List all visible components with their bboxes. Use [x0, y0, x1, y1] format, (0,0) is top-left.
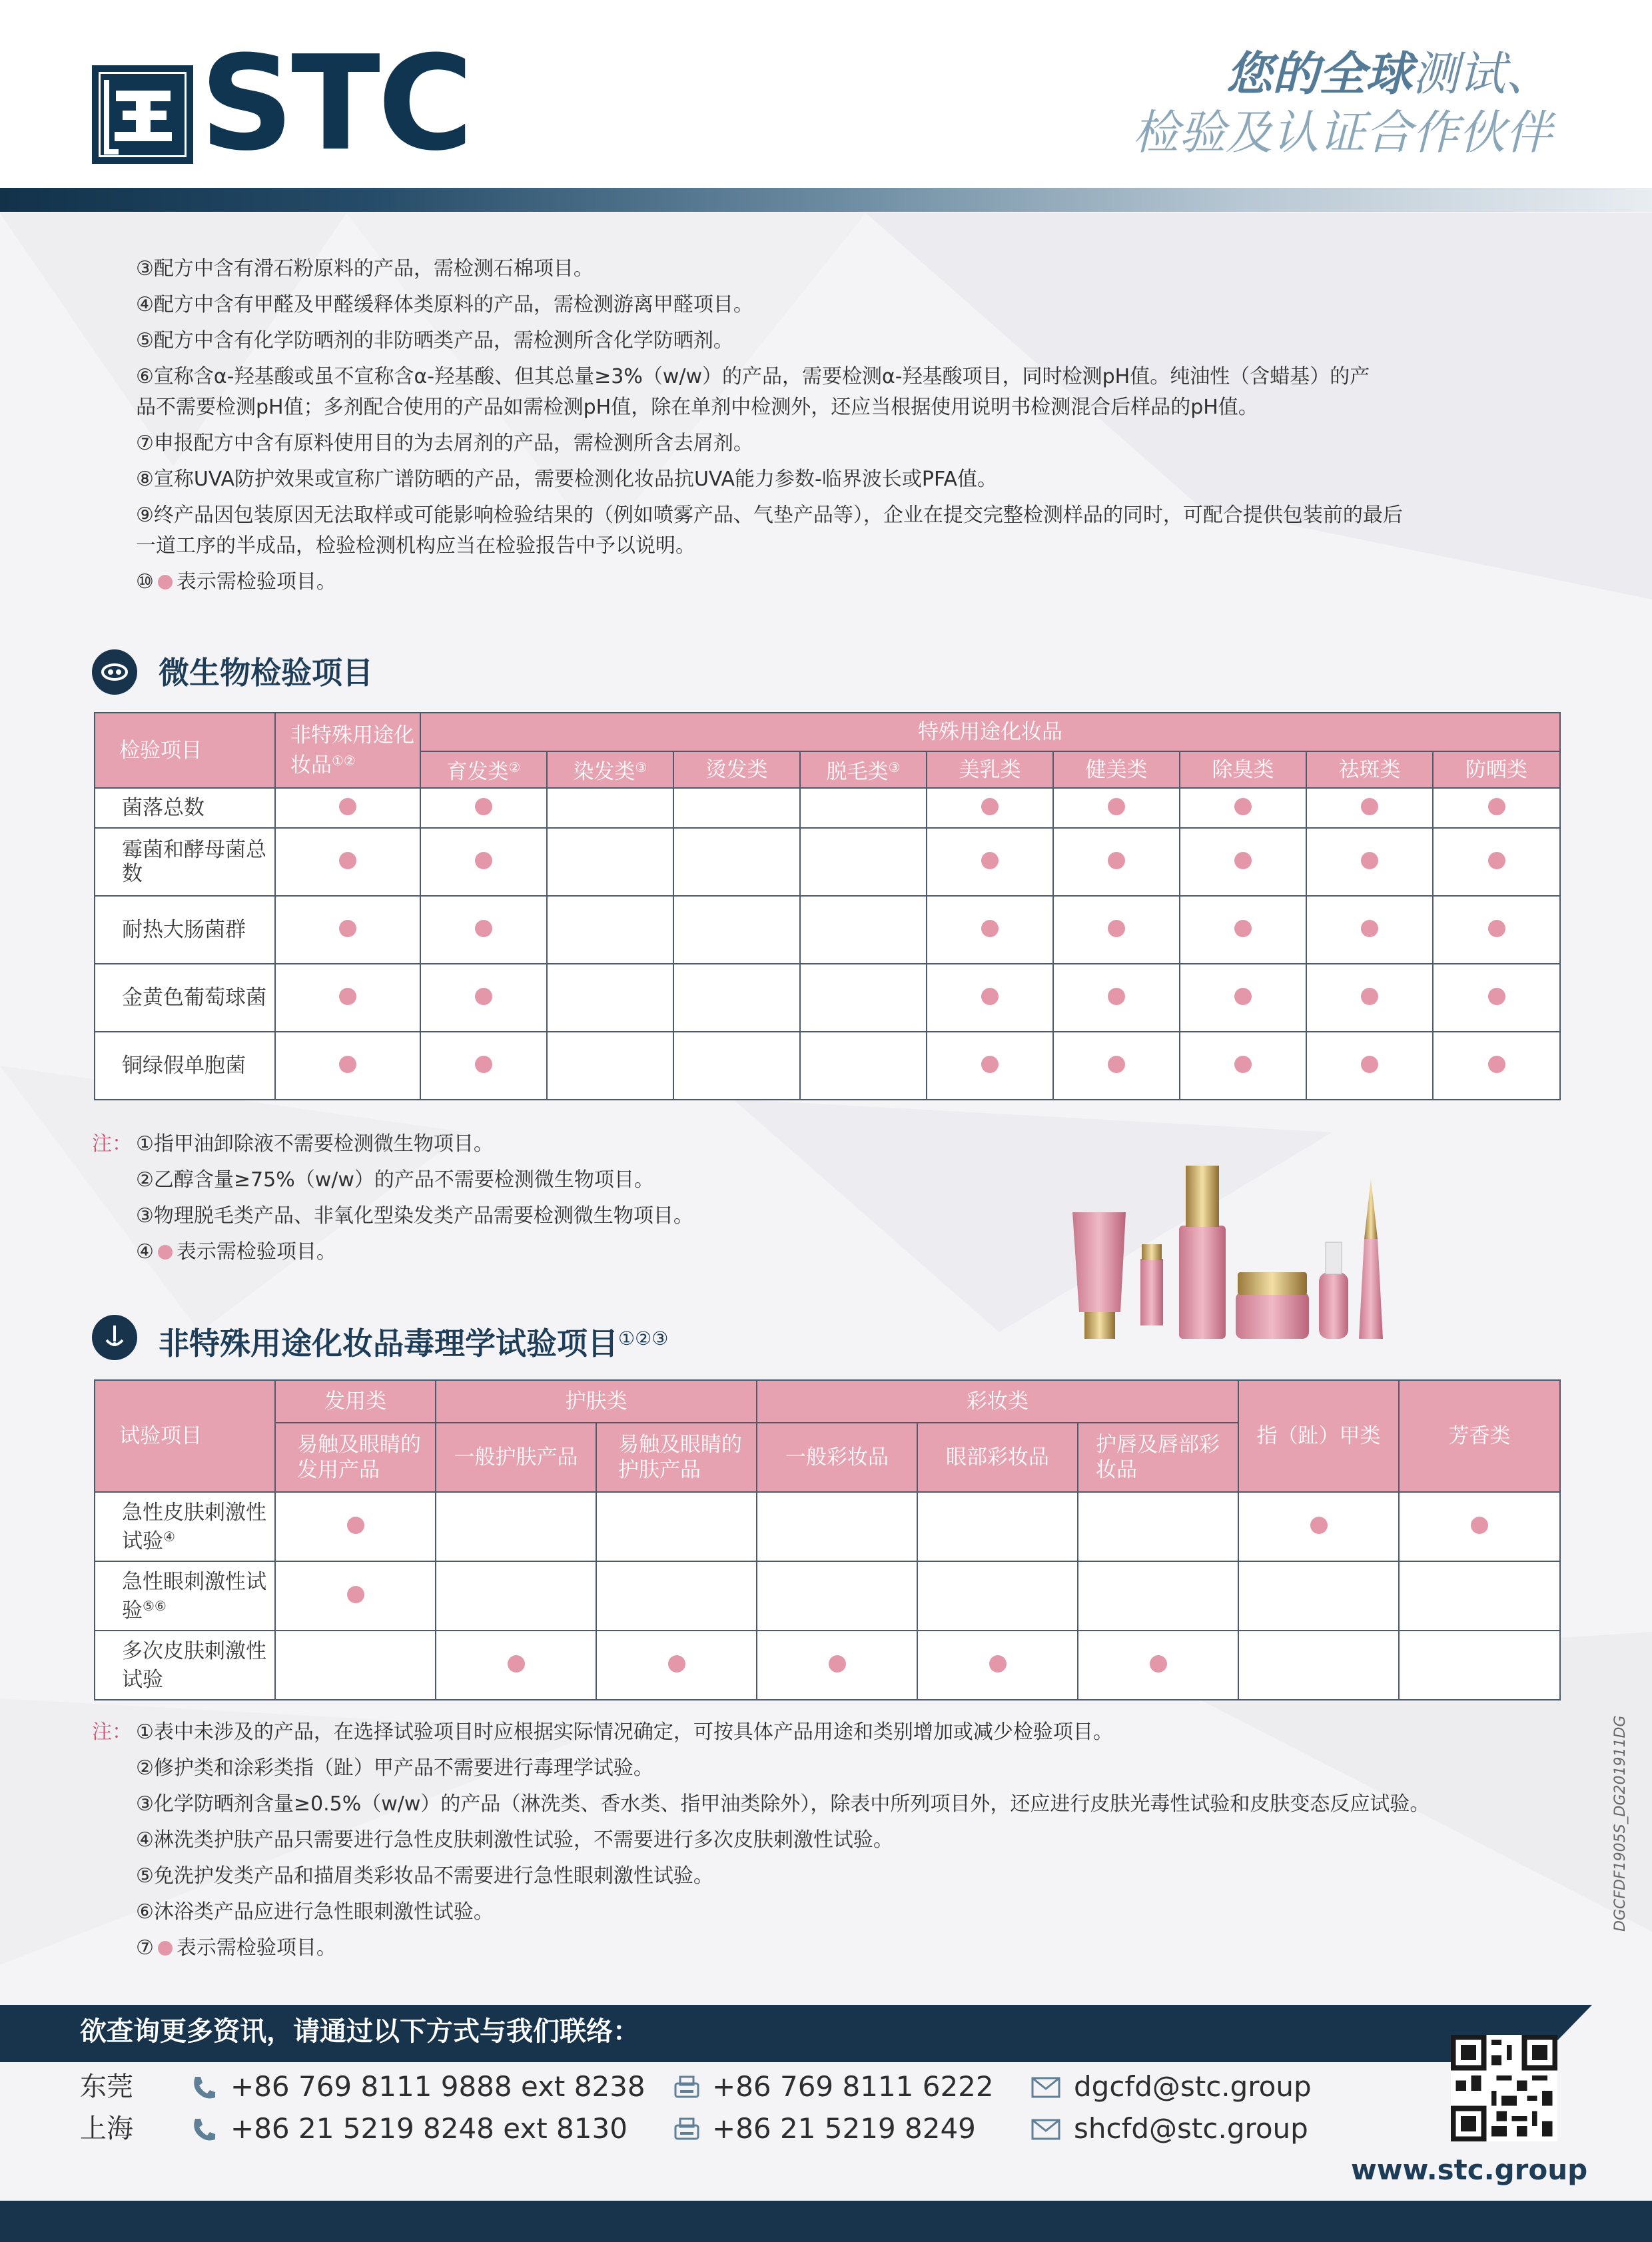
required-dot-icon — [339, 1056, 356, 1073]
micro-table-cell — [1306, 828, 1433, 896]
micro-table — [94, 712, 1561, 1100]
required-dot-icon — [981, 1056, 999, 1073]
pink-dot-icon — [158, 575, 173, 589]
required-dot-icon — [347, 1517, 364, 1534]
required-dot-icon — [1361, 988, 1378, 1005]
micro-table-cell — [673, 788, 800, 828]
tox-note-1: ①表中未涉及的产品，在选择试验项目时应根据实际情况确定，可按具体产品用途和类别增加或减少检验项目。 — [136, 1720, 1113, 1744]
contact-phone[interactable]: +86 21 5219 8248 ext 8130 — [230, 2112, 627, 2145]
micro-table-cell — [1053, 828, 1180, 896]
contact-phone[interactable]: +86 769 8111 9888 ext 8238 — [230, 2070, 645, 2103]
micro-table-cell — [927, 788, 1053, 828]
micro-subheader: 染发类③ — [547, 751, 673, 788]
micro-table-cell — [547, 828, 673, 896]
micro-table-cell — [1053, 788, 1180, 828]
required-dot-icon — [339, 798, 356, 815]
footer-title: 欲查询更多资讯，请通过以下方式与我们联络： — [80, 2016, 639, 2047]
required-dot-icon — [1234, 920, 1252, 937]
tox-table-row — [95, 1631, 1560, 1700]
micro-table-cell — [547, 788, 673, 828]
tox-table-cell — [917, 1631, 1078, 1700]
micro-table-cell — [800, 788, 927, 828]
tox-note-4: ④淋洗类护肤产品只需要进行急性皮肤刺激性试验，不需要进行多次皮肤刺激性试验。 — [136, 1828, 893, 1852]
micro-table-cell — [1433, 1032, 1560, 1100]
tox-subheader: 眼部彩妆品 — [917, 1423, 1078, 1492]
micro-table-cell — [1180, 1032, 1306, 1100]
tox-table-cell — [436, 1561, 596, 1631]
note-top-5: ⑤配方中含有化学防晒剂的非防晒类产品，需检测所含化学防晒剂。 — [136, 329, 733, 352]
contact-city: 东莞 — [80, 2071, 133, 2102]
micro-table-cell — [1306, 1032, 1433, 1100]
micro-subheader: 美乳类 — [927, 751, 1053, 788]
required-dot-icon — [1108, 1056, 1125, 1073]
micro-table-cell — [1180, 788, 1306, 828]
tox-table-cell — [596, 1492, 757, 1561]
required-dot-icon — [1234, 1056, 1252, 1073]
micro-table-cell — [420, 896, 547, 964]
required-dot-icon — [1234, 852, 1252, 869]
micro-table-cell — [800, 828, 927, 896]
required-dot-icon — [475, 852, 492, 869]
tox-table-cell — [1238, 1631, 1399, 1700]
tox-header-item: 试验项目 — [95, 1380, 275, 1492]
tox-table-cell — [757, 1631, 917, 1700]
tox-group-makeup: 彩妆类 — [757, 1380, 1238, 1423]
required-dot-icon — [1488, 852, 1505, 869]
required-dot-icon — [1488, 798, 1505, 815]
micro-header-special: 特殊用途化妆品 — [420, 713, 1560, 751]
micro-table-cell — [420, 1032, 547, 1100]
note-top-10: ⑩ 表示需检验项目。 — [136, 570, 336, 593]
micro-table-cell — [1180, 964, 1306, 1032]
phone-icon — [190, 2074, 218, 2102]
micro-row-label: 霉菌和酵母菌总数 — [95, 828, 275, 896]
micro-header-item: 检验项目 — [95, 713, 275, 788]
required-dot-icon — [475, 988, 492, 1005]
micro-table-row — [95, 896, 1560, 964]
micro-notes-label: 注： — [92, 1132, 132, 1156]
micro-subheader: 育发类② — [420, 751, 547, 788]
phone-icon — [190, 2116, 218, 2144]
tox-table-cell — [1399, 1561, 1560, 1631]
tox-table-cell — [1078, 1561, 1238, 1631]
micro-subheader: 祛斑类 — [1306, 751, 1433, 788]
micro-row-label: 铜绿假单胞菌 — [95, 1032, 275, 1100]
tox-row-label: 多次皮肤刺激性试验 — [95, 1631, 275, 1700]
contact-fax[interactable]: +86 769 8111 6222 — [712, 2070, 994, 2103]
micro-row-label: 耐热大肠菌群 — [95, 896, 275, 964]
contact-email[interactable]: shcfd@stc.group — [1074, 2112, 1308, 2145]
micro-table-cell — [1306, 964, 1433, 1032]
pink-dot-icon — [158, 1941, 173, 1956]
micro-row-label: 金黄色葡萄球菌 — [95, 964, 275, 1032]
stc-logo-text: STC — [200, 28, 471, 180]
tox-group-nail: 指（趾）甲类 — [1238, 1380, 1399, 1492]
tox-table-row — [95, 1561, 1560, 1631]
tox-table-cell — [757, 1492, 917, 1561]
micro-table-cell — [420, 964, 547, 1032]
required-dot-icon — [989, 1655, 1007, 1673]
micro-section-title: 微生物检验项目 — [159, 655, 373, 691]
micro-table-row — [95, 788, 1560, 828]
micro-table-cell — [420, 828, 547, 896]
contact-fax[interactable]: +86 21 5219 8249 — [712, 2112, 976, 2145]
tox-subheader: 易触及眼睛的护肤产品 — [596, 1423, 757, 1492]
micro-table-cell — [275, 788, 420, 828]
micro-header-nonspecial: 非特殊用途化妆品①② — [275, 713, 420, 788]
tox-table — [94, 1379, 1561, 1700]
required-dot-icon — [981, 988, 999, 1005]
micro-subheader: 防晒类 — [1433, 751, 1560, 788]
required-dot-icon — [475, 920, 492, 937]
micro-table-cell — [1180, 896, 1306, 964]
micro-table-cell — [927, 828, 1053, 896]
note-top-9a: ⑨终产品因包装原因无法取样或可能影响检验结果的（例如喷雾产品、气垫产品等），企业在提交完整检测样品的同时，可配合提供包装前的最后 — [136, 504, 1403, 527]
micro-table-cell — [673, 828, 800, 896]
required-dot-icon — [1234, 798, 1252, 815]
micro-table-cell — [1433, 828, 1560, 896]
micro-table-cell — [927, 1032, 1053, 1100]
required-dot-icon — [1150, 1655, 1167, 1673]
tox-group-hair: 发用类 — [275, 1380, 436, 1423]
fax-icon — [673, 2116, 701, 2143]
micro-table-cell — [673, 964, 800, 1032]
micro-subheader: 烫发类 — [673, 751, 800, 788]
tox-table-cell — [757, 1561, 917, 1631]
micro-table-cell — [547, 896, 673, 964]
required-dot-icon — [1234, 988, 1252, 1005]
micro-subheader: 脱毛类③ — [800, 751, 927, 788]
tox-table-cell — [596, 1561, 757, 1631]
flask-icon — [92, 1315, 137, 1360]
tox-table-cell — [917, 1492, 1078, 1561]
micro-table-row — [95, 964, 1560, 1032]
required-dot-icon — [668, 1655, 685, 1673]
required-dot-icon — [1310, 1517, 1328, 1534]
contact-email[interactable]: dgcfd@stc.group — [1074, 2070, 1312, 2103]
required-dot-icon — [475, 1056, 492, 1073]
tox-table-cell — [275, 1492, 436, 1561]
micro-note-4: ④ 表示需检验项目。 — [136, 1240, 336, 1264]
tox-table-row — [95, 1492, 1560, 1561]
cosmetic-products-illustration — [1066, 1159, 1412, 1345]
micro-note-3: ③物理脱毛类产品、非氧化型染发类产品需要检测微生物项目。 — [136, 1204, 693, 1228]
required-dot-icon — [1108, 988, 1125, 1005]
tox-note-2: ②修护类和涂彩类指（趾）甲产品不需要进行毒理学试验。 — [136, 1756, 653, 1780]
micro-table-cell — [673, 896, 800, 964]
micro-table-cell — [1433, 896, 1560, 964]
micro-table-cell — [275, 964, 420, 1032]
required-dot-icon — [1488, 920, 1505, 937]
note-top-3: ③配方中含有滑石粉原料的产品，需检测石棉项目。 — [136, 257, 594, 280]
tox-subheader: 一般彩妆品 — [757, 1423, 917, 1492]
note-top-6b: 品不需要检测pH值；多剂配合使用的产品如需检测pH值，除在单剂中检测外，还应当根据使用说明书检测混合后样品的pH值。 — [136, 396, 1258, 419]
required-dot-icon — [981, 920, 999, 937]
note-top-6a: ⑥宣称含α-羟基酸或虽不宣称含α-羟基酸、但其总量≥3%（w/w）的产品，需要检测α-羟基酸项目，同时检测pH值。纯油性（含蜡基）的产 — [136, 365, 1370, 388]
required-dot-icon — [347, 1586, 364, 1603]
micro-table-cell — [800, 1032, 927, 1100]
tox-table-cell — [275, 1631, 436, 1700]
required-dot-icon — [339, 852, 356, 869]
tox-note-5: ⑤免洗护发类产品和描眉类彩妆品不需要进行急性眼刺激性试验。 — [136, 1864, 713, 1888]
tox-table-cell — [1238, 1561, 1399, 1631]
required-dot-icon — [1471, 1517, 1488, 1534]
tox-table-cell — [1399, 1492, 1560, 1561]
required-dot-icon — [1361, 798, 1378, 815]
micro-table-cell — [1306, 896, 1433, 964]
micro-table-cell — [927, 964, 1053, 1032]
tox-table-cell — [1078, 1631, 1238, 1700]
required-dot-icon — [1361, 852, 1378, 869]
micro-table-cell — [1306, 788, 1433, 828]
micro-table-cell — [1053, 1032, 1180, 1100]
tox-table-cell — [1078, 1492, 1238, 1561]
micro-table-cell — [547, 964, 673, 1032]
required-dot-icon — [1108, 852, 1125, 869]
required-dot-icon — [339, 920, 356, 937]
website-link[interactable]: www.stc.group — [1351, 2153, 1588, 2186]
contact-city: 上海 — [80, 2113, 133, 2144]
required-dot-icon — [1361, 920, 1378, 937]
footer-bottom-bar — [0, 2201, 1652, 2242]
micro-table-cell — [1053, 964, 1180, 1032]
micro-note-2: ②乙醇含量≥75%（w/w）的产品不需要检测微生物项目。 — [136, 1168, 654, 1192]
fax-icon — [673, 2074, 701, 2101]
slogan: 您的全球测试、 检验及认证合作伙伴 — [1132, 47, 1552, 160]
micro-row-label: 菌落总数 — [95, 788, 275, 828]
required-dot-icon — [475, 798, 492, 815]
required-dot-icon — [1488, 1056, 1505, 1073]
tox-subheader: 易触及眼睛的发用产品 — [275, 1423, 436, 1492]
tox-table-cell — [917, 1561, 1078, 1631]
document-code: DGCFDF1905S_DG201911DG — [1612, 1715, 1629, 1932]
micro-subheader: 健美类 — [1053, 751, 1180, 788]
required-dot-icon — [981, 852, 999, 869]
email-icon — [1031, 2077, 1060, 2098]
micro-table-cell — [275, 1032, 420, 1100]
micro-table-cell — [420, 788, 547, 828]
tox-row-label: 急性眼刺激性试验⑤⑥ — [95, 1561, 275, 1631]
micro-table-row — [95, 1032, 1560, 1100]
note-top-7: ⑦申报配方中含有原料使用目的为去屑剂的产品，需检测所含去屑剂。 — [136, 432, 753, 455]
tox-section-title: 非特殊用途化妆品毒理学试验项目①②③ — [159, 1325, 669, 1361]
micro-note-1: ①指甲油卸除液不需要检测微生物项目。 — [136, 1132, 494, 1156]
micro-table-cell — [1433, 964, 1560, 1032]
tox-note-7: ⑦ 表示需检验项目。 — [136, 1936, 336, 1960]
required-dot-icon — [1108, 798, 1125, 815]
tox-note-6: ⑥沐浴类产品应进行急性眼刺激性试验。 — [136, 1900, 494, 1924]
tox-table-cell — [275, 1561, 436, 1631]
micro-table-cell — [927, 896, 1053, 964]
tox-group-aroma: 芳香类 — [1399, 1380, 1560, 1492]
micro-table-cell — [800, 964, 927, 1032]
note-top-8: ⑧宣称UVA防护效果或宣称广谱防晒的产品，需要检测化妆品抗UVA能力参数-临界波长或PFA值。 — [136, 468, 998, 491]
required-dot-icon — [508, 1655, 525, 1673]
tox-row-label: 急性皮肤刺激性试验④ — [95, 1492, 275, 1561]
tox-table-cell — [1399, 1631, 1560, 1700]
qr-code[interactable] — [1451, 2035, 1557, 2141]
micro-table-cell — [275, 896, 420, 964]
micro-table-cell — [547, 1032, 673, 1100]
required-dot-icon — [339, 988, 356, 1005]
note-top-4: ④配方中含有甲醛及甲醛缓释体类原料的产品，需检测游离甲醛项目。 — [136, 293, 753, 316]
tox-table-cell — [436, 1631, 596, 1700]
tox-note-3: ③化学防晒剂含量≥0.5%（w/w）的产品（淋洗类、香水类、指甲油类除外），除表中所列项目外，还应进行皮肤光毒性试验和皮肤变态反应试验。 — [136, 1792, 1430, 1816]
tox-table-cell — [436, 1492, 596, 1561]
tox-subheader: 护唇及唇部彩妆品 — [1078, 1423, 1238, 1492]
required-dot-icon — [1361, 1056, 1378, 1073]
required-dot-icon — [1488, 988, 1505, 1005]
micro-table-cell — [275, 828, 420, 896]
micro-table-cell — [1433, 788, 1560, 828]
micro-table-row — [95, 828, 1560, 896]
required-dot-icon — [829, 1655, 846, 1673]
tox-subheader: 一般护肤产品 — [436, 1423, 596, 1492]
micro-table-cell — [673, 1032, 800, 1100]
micro-table-cell — [1053, 896, 1180, 964]
email-icon — [1031, 2119, 1060, 2140]
micro-table-cell — [800, 896, 927, 964]
note-top-9b: 一道工序的半成品，检验检测机构应当在检验报告中予以说明。 — [136, 534, 695, 558]
required-dot-icon — [981, 798, 999, 815]
pink-dot-icon — [158, 1245, 173, 1260]
microbe-icon — [92, 649, 137, 695]
micro-subheader: 除臭类 — [1180, 751, 1306, 788]
micro-table-cell — [1180, 828, 1306, 896]
tox-table-cell — [596, 1631, 757, 1700]
tox-group-skin: 护肤类 — [436, 1380, 757, 1423]
required-dot-icon — [1108, 920, 1125, 937]
tox-notes-label: 注： — [92, 1720, 132, 1744]
tox-table-cell — [1238, 1492, 1399, 1561]
